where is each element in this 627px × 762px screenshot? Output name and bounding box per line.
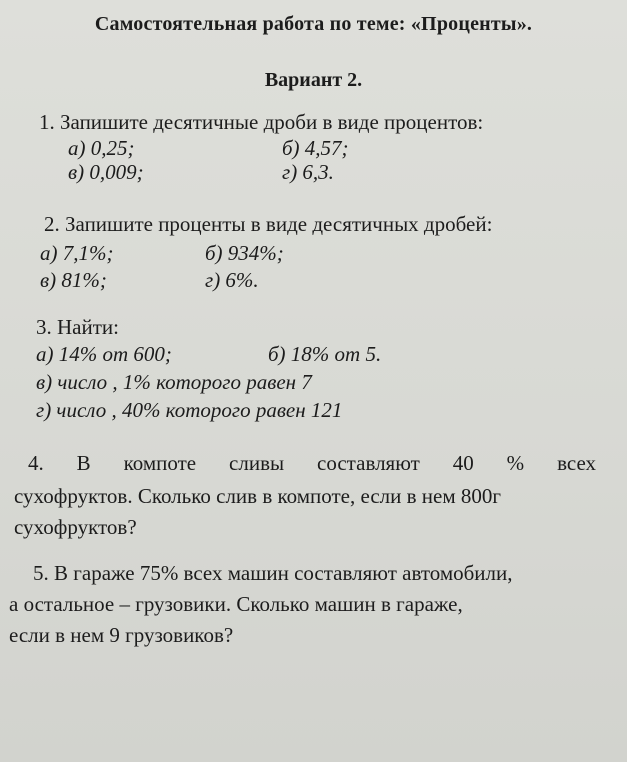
task1-answer-b: б) 4,57;: [282, 136, 349, 160]
task3-answer-g: г) число , 40% которого равен 121: [36, 398, 343, 422]
task3-answer-a: а) 14% от 600;: [36, 342, 172, 366]
task3-question: 3. Найти:: [36, 315, 119, 339]
task5-line-1: 5. В гараже 75% всех машин составляют автомобили,: [33, 561, 513, 585]
task1-answer-a: а) 0,25;: [68, 136, 135, 160]
task2-answer-g: г) 6%.: [205, 268, 259, 292]
task2-question: 2. Запишите проценты в виде десятичных дробей:: [44, 212, 493, 236]
task2-answer-a: а) 7,1%;: [40, 241, 114, 265]
task1-answer-g: г) 6,3.: [282, 160, 334, 184]
task3-answer-b: б) 18% от 5.: [268, 342, 382, 366]
task1-question: 1. Запишите десятичные дроби в виде процентов:: [39, 110, 484, 134]
task5-line-3: если в нем 9 грузовиков?: [9, 623, 234, 647]
task4-line-2: сухофруктов. Сколько слив в компоте, если в нем 800г: [14, 484, 501, 508]
worksheet-title: Самостоятельная работа по теме: «Проценты».: [94, 13, 533, 35]
task1-answer-v: в) 0,009;: [68, 160, 144, 184]
variant-label: Вариант 2.: [264, 69, 363, 91]
task2-answer-b: б) 934%;: [205, 241, 284, 265]
task5-line-2: а остальное – грузовики. Сколько машин в гараже,: [9, 592, 463, 616]
task3-answer-v: в) число , 1% которого равен 7: [36, 370, 312, 394]
task4-line-3: сухофруктов?: [14, 515, 137, 539]
task4-line-1: 4. В компоте сливы составляют 40 % всех: [28, 451, 596, 475]
task2-answer-v: в) 81%;: [40, 268, 107, 292]
